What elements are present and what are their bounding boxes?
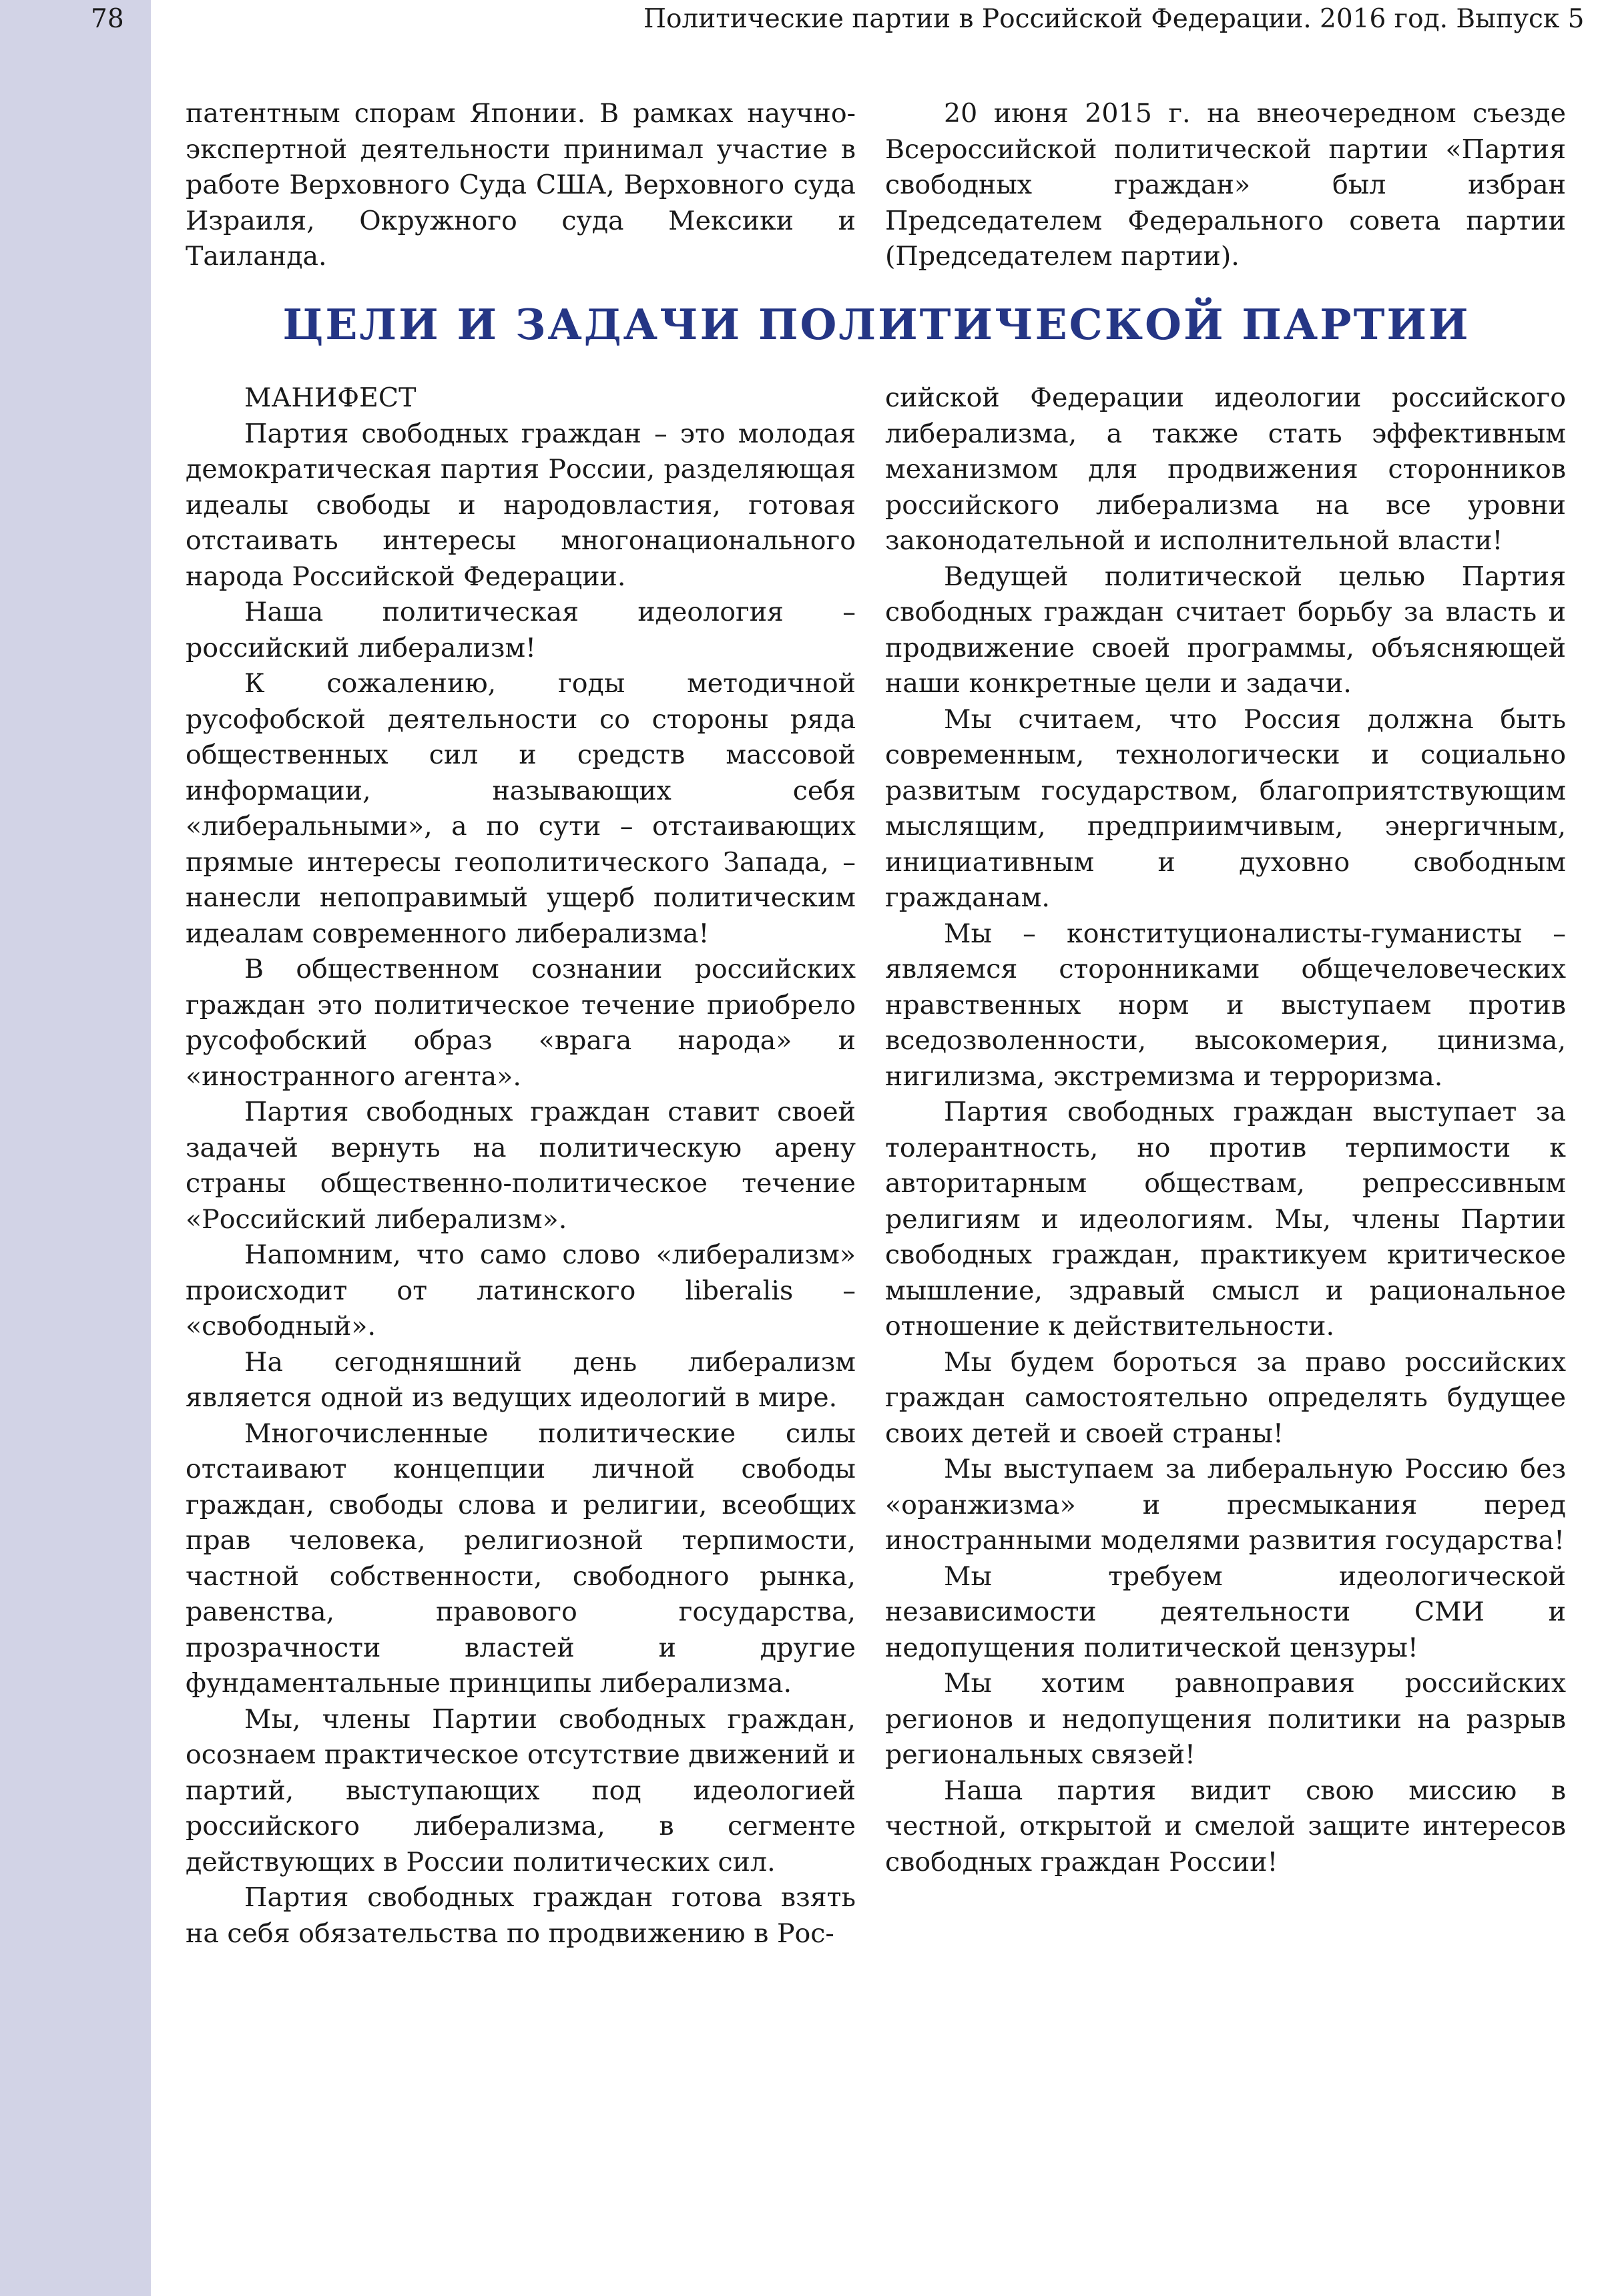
paragraph: Партия свободных граждан выступает за толерантность, но против терпимости к авторитарным обществам, репрессивным религиям и идеологиям. Мы, члены Партии свободных граждан, практикуем критическое мышление, здравый смысл и рациональное отношение к действительности. [885,1097,1566,1342]
paragraph: Наша партия видит свою миссию в честной, открытой и смелой защите интересов свободных граждан России! [885,1775,1566,1878]
manifesto-left-column [186,380,856,1952]
paragraph: Партия свободных граждан – это молодая демократическая партия России, разделяющая идеалы свободы и народовластия, готовая отстаивать интересы многонационального народа Российской Федерации. [186,418,856,592]
paragraph: Партия свободных граждан готова взять на себя обязательства по продвижению в Рос- [186,1882,856,1949]
top-right-paragraph: 20 июня 2015 г. на внеочередном съезде Всероссийской политической партии «Партия свободных граждан» был избран Председателем Федерального совета партии (Председателем партии). [885,98,1566,272]
paragraph: Мы требуем идеологической независимости деятельности СМИ и недопущения политической цензуры! [885,1560,1566,1663]
side-color-strip [0,0,151,2296]
paragraph: Мы считаем, что Россия должна быть современным, технологически и социально развитым государством, благоприятствующим мыслящим, предприимчивым, энергичным, инициативным и духовно свободным гражданам. [885,703,1566,913]
manifesto-right-column [885,380,1566,1880]
paragraph: Мы будем бороться за право российских граждан самостоятельно определять будущее своих детей и своей страны! [885,1346,1566,1449]
paragraph: Наша политическая идеология – российский либерализм! [186,597,856,663]
top-left-column [186,96,856,275]
paragraph: Мы – конституционалисты-гуманисты – являемся сторонниками общечеловеческих нравственных норм и выступаем против вседозволенности, высокомерия, цинизма, нигилизма, экстремизма и терроризма. [885,918,1566,1092]
top-left-paragraph: патентным спорам Японии. В рамках научно-экспертной деятельности принимал участие в работе Верховного Суда США, Верховного суда Израиля, Окружного суда Мексики и Таиланда. [186,98,856,272]
running-header: Политические партии в Российской Федерации. 2016 год. Выпуск 5 [643,4,1585,34]
paragraph: Ведущей политической целью Партия свободных граждан считает борьбу за власть и продвижение своей программы, объясняющей наши конкретные цели и задачи. [885,561,1566,699]
paragraph: Мы хотим равноправия российских регионов и недопущения политики на разрыв региональных связей! [885,1668,1566,1770]
paragraph: Напомним, что само слово «либерализм» происходит от латинского liberalis – «свободный». [186,1239,856,1342]
paragraph: На сегодняшний день либерализм является одной из ведущих идеологий в мире. [186,1346,856,1413]
paragraph: В общественном сознании российских граждан это политическое течение приобрело русофобский образ «врага народа» и «иностранного агента». [186,954,856,1092]
paragraph: К сожалению, годы методичной русофобской деятельности со стороны ряда общественных сил и средств массовой информации, называющих себя «либеральными», а по сути – отстаивающих прямые интересы геополитического Запада, – нанесли непоправимый ущерб политическим идеалам современного либерализма! [186,668,856,949]
paragraph: Мы выступаем за либеральную Россию без «оранжизма» и пресмыкания перед иностранными моделями развития государства! [885,1454,1566,1556]
paragraph: сийской Федерации идеологии российского либерализма, а также стать эффективным механизмом для продвижения сторонников российского либерализма на все уровни законодательной и исполнительной власти! [885,382,1566,556]
page-number: 78 [91,4,124,34]
section-heading: ЦЕЛИ И ЗАДАЧИ ПОЛИТИЧЕСКОЙ ПАРТИИ [282,300,1471,349]
paragraph: Партия свободных граждан ставит своей задачей вернуть на политическую арену страны общественно-политическое течение «Российский либерализм». [186,1097,856,1235]
manifesto-subheading: МАНИФЕСТ [244,382,417,413]
paragraph: Мы, члены Партии свободных граждан, осознаем практическое отсутствие движений и партий, выступающих под идеологией российского либерализма, в сегменте действующих в России политических сил. [186,1703,856,1878]
top-right-column [885,96,1566,275]
paragraph: Многочисленные политические силы отстаивают концепции личной свободы граждан, свободы слова и религии, всеобщих прав человека, религиозной терпимости, частной собственности, свободного рынка, равенства, правового государства, прозрачности властей и другие фундаментальные принципы либерализма. [186,1418,856,1699]
